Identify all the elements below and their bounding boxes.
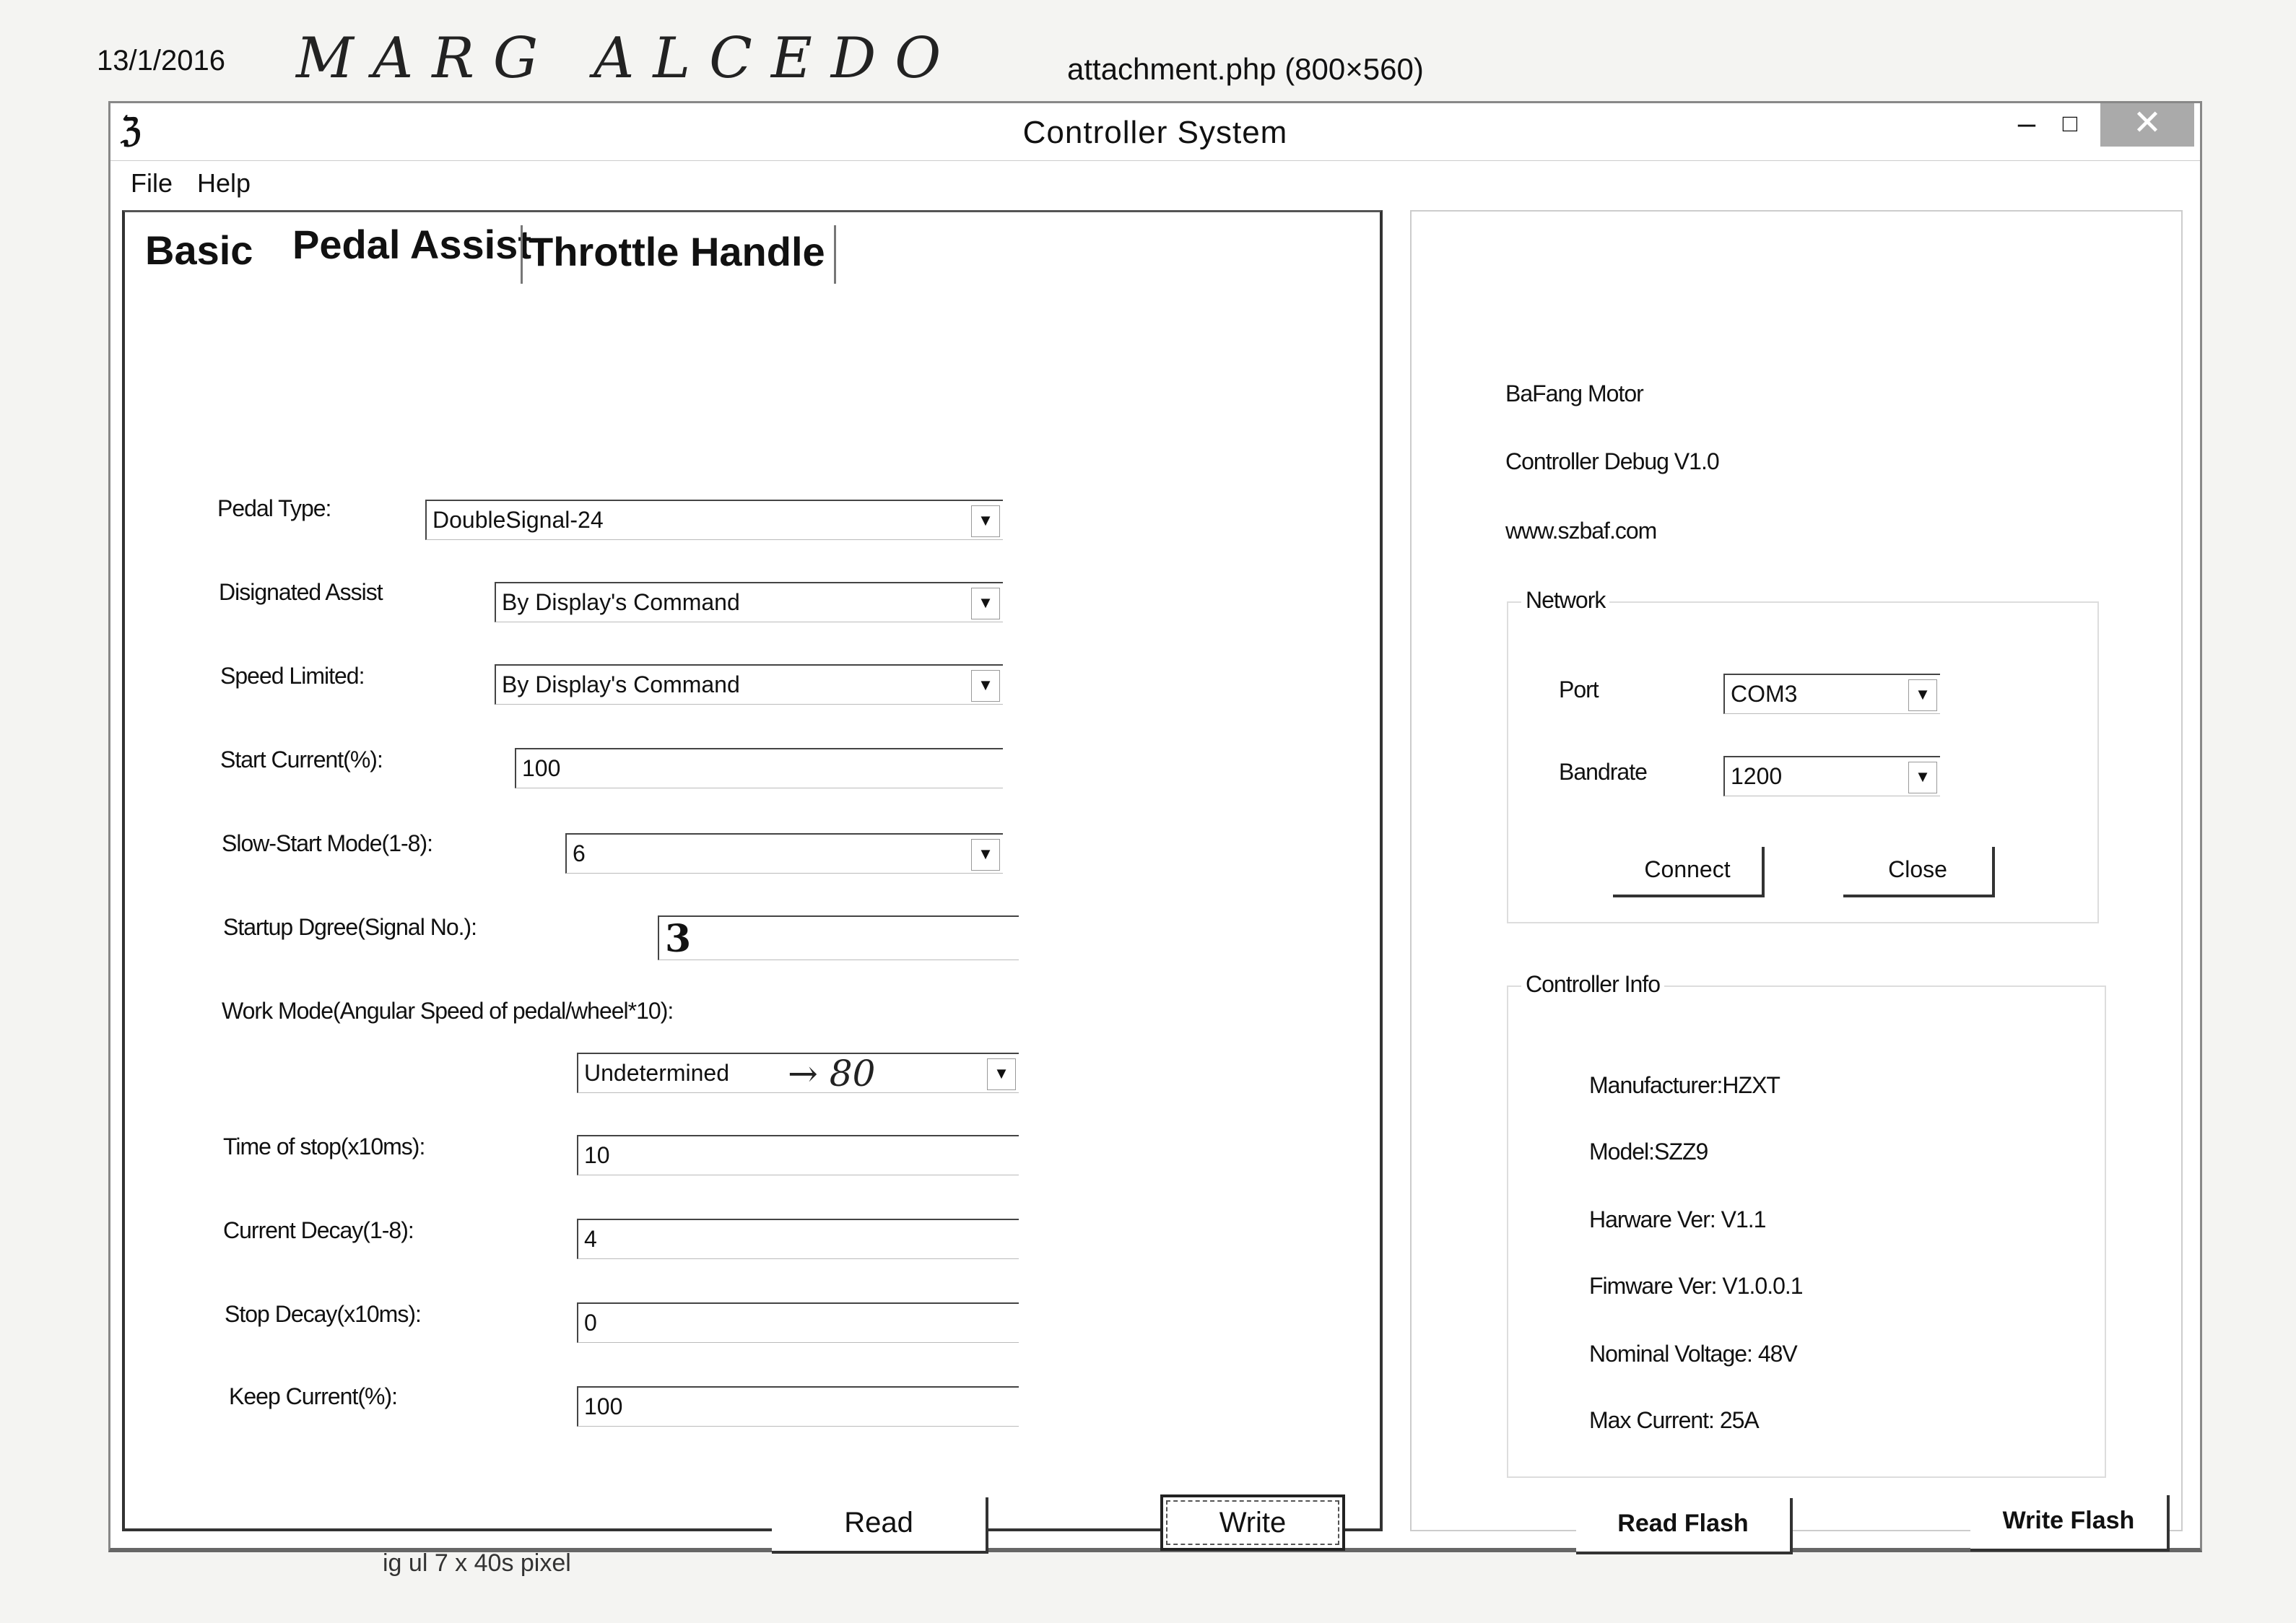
start-current-label: Start Current(%): [220,747,383,773]
menu-help[interactable]: Help [197,168,251,198]
print-date: 13/1/2016 [97,45,225,77]
connect-button[interactable]: Connect [1613,847,1765,897]
speed-limited-label: Speed Limited: [220,663,365,689]
work-mode-select[interactable] [577,1053,1019,1093]
write-button[interactable]: Write [1160,1494,1345,1551]
write-flash-button[interactable]: Write Flash [1970,1495,2170,1552]
close-icon[interactable]: ✕ [2100,103,2194,147]
slow-start-mode-label: Slow-Start Mode(1-8): [222,830,432,856]
about-company: BaFang Motor [1505,380,1643,406]
slow-start-mode-select[interactable] [565,833,1003,874]
minimize-icon[interactable]: – [2017,105,2036,141]
app-icon: ℨ [121,111,142,149]
designated-assist-label: Disignated Assist [219,579,383,605]
print-page-title: attachment.php (800×560) [1067,52,1424,86]
controller-system-window [108,101,2202,1552]
pedal-type-label: Pedal Type: [217,495,331,521]
designated-assist-value: By Display's Command [502,589,740,615]
chevron-down-icon[interactable]: ▼ [971,505,1000,537]
time-of-stop-label: Time of stop(x10ms): [223,1134,425,1159]
menu-bar [110,161,2200,204]
chevron-down-icon[interactable]: ▼ [987,1058,1016,1090]
nominal-voltage-text: Nominal Voltage: 48V [1589,1341,1797,1367]
firmware-version-text: Fimware Ver: V1.0.0.1 [1589,1273,1803,1299]
keep-current-label: Keep Current(%): [229,1383,397,1409]
model-text: Model:SZZ9 [1589,1139,1708,1165]
title-bar [110,103,2200,161]
keep-current-input[interactable]: 100 [577,1386,1019,1427]
time-of-stop-input[interactable]: 10 [577,1135,1019,1175]
tab-basic[interactable]: Basic [145,227,253,273]
max-current-text: Max Current: 25A [1589,1407,1759,1433]
stop-decay-label: Stop Decay(x10ms): [225,1301,421,1327]
maximize-icon[interactable]: □ [2062,110,2078,137]
controller-info-title: Controller Info [1521,971,1664,998]
baudrate-value: 1200 [1731,763,1783,789]
connection-panel [1410,210,2183,1537]
baudrate-label: Bandrate [1559,759,1647,785]
network-group-title: Network [1521,587,1609,614]
speed-limited-select[interactable] [495,664,1003,705]
port-select[interactable] [1723,674,1940,714]
current-decay-input[interactable]: 4 [577,1219,1019,1259]
work-mode-handwritten-note: → 80 [788,1053,876,1095]
pedal-type-value: DoubleSignal-24 [432,507,604,533]
tab-pedal-assist[interactable]: Pedal Assist [292,222,531,267]
slow-start-mode-value: 6 [573,840,586,866]
print-footer-scrap: ig ul 7 x 40s pixel [383,1549,571,1577]
read-button[interactable]: Read [772,1497,988,1554]
network-group [1507,587,2099,923]
port-value: COM3 [1731,681,1798,707]
manufacturer-text: Manufacturer:HZXT [1589,1072,1780,1098]
chevron-down-icon[interactable]: ▼ [971,588,1000,619]
controller-info-group [1507,971,2106,1478]
chevron-down-icon[interactable]: ▼ [971,670,1000,702]
about-version: Controller Debug V1.0 [1505,448,1719,474]
start-current-input[interactable]: 100 [515,748,1003,788]
menu-file[interactable]: File [131,168,173,198]
window-title: Controller System [1022,115,1288,150]
chevron-down-icon[interactable]: ▼ [1908,762,1937,793]
current-decay-label: Current Decay(1-8): [223,1217,414,1243]
handwritten-name: MARG ALCEDO [296,26,960,91]
designated-assist-select[interactable] [495,582,1003,622]
work-mode-value: Undetermined [584,1060,729,1086]
baudrate-select[interactable] [1723,756,1940,796]
work-mode-label: Work Mode(Angular Speed of pedal/wheel*10): [222,998,674,1024]
startup-degree-input[interactable]: 3 [658,915,1019,960]
chevron-down-icon[interactable]: ▼ [1908,679,1937,711]
about-website: www.szbaf.com [1505,518,1657,544]
pedal-type-select[interactable] [425,500,1003,540]
startup-degree-label: Startup Dgree(Signal No.): [223,914,477,940]
read-flash-button[interactable]: Read Flash [1576,1498,1793,1554]
speed-limited-value: By Display's Command [502,671,740,697]
close-connection-button[interactable]: Close [1843,847,1995,897]
stop-decay-input[interactable]: 0 [577,1302,1019,1343]
hardware-version-text: Harware Ver: V1.1 [1589,1206,1766,1232]
pedal-assist-panel [122,210,1383,1539]
port-label: Port [1559,676,1599,702]
chevron-down-icon[interactable]: ▼ [971,839,1000,871]
tab-throttle-handle[interactable]: Throttle Handle [521,225,836,284]
